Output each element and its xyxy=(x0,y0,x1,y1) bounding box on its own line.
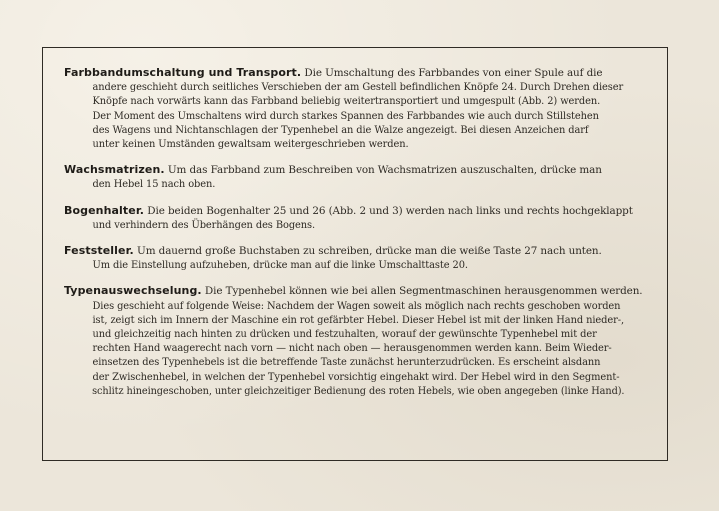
section-line: Knöpfe nach vorwärts kann das Farbband beliebig weitertransportiert und umgespult (Abb. 2) werden. xyxy=(92,95,601,108)
section-heading: Farbbandumschaltung und Transport. xyxy=(64,66,302,79)
section-line: unter keinen Umständen gewaltsam weitergeschrieben werden. xyxy=(92,138,409,151)
section-bogenhalter xyxy=(64,204,654,232)
section-line: Der Moment des Umschaltens wird durch starkes Spannen des Farbbandes wie auch durch Stillstehen xyxy=(92,109,599,122)
section-line: Die Typenhebel können wie bei allen Segmentmaschinen herausgenommen werden. xyxy=(204,285,643,298)
instruction-text xyxy=(64,66,654,398)
section-feststeller xyxy=(64,244,654,272)
section-line: Um das Farbband zum Beschreiben von Wachsmatrizen auszuschalten, drücke man xyxy=(167,164,602,177)
section-line: der Zwischenhebel, in welchen der Typenhebel vorsichtig eingehakt wird. Der Hebel wird in den Segment- xyxy=(92,370,620,383)
section-wachsmatrizen xyxy=(64,163,654,191)
section-heading: Bogenhalter. xyxy=(64,203,145,217)
section-heading: Feststeller. xyxy=(64,244,134,258)
section-line: Dies geschieht auf folgende Weise: Nachdem der Wagen soweit als möglich nach rechts geschoben worden xyxy=(92,299,621,312)
section-line: Die Umschaltung des Farbbandes von einer Spule auf die xyxy=(304,67,603,79)
section-line: Um dauernd große Buchstaben zu schreiben, drücke man die weiße Taste 27 nach unten. xyxy=(137,245,602,258)
section-heading: Wachsmatrizen. xyxy=(64,163,165,177)
section-line: Um die Einstellung aufzuheben, drücke man auf die linke Umschalttaste 20. xyxy=(92,259,468,272)
section-line: schlitz hineingeschoben, unter gleichzeitiger Bedienung des roten Hebels, wie oben angegeben (linke Hand). xyxy=(92,384,625,397)
section-line: rechten Hand waagerecht nach vorn — nicht nach oben — herausgenommen werden kann. Beim Wieder- xyxy=(92,342,612,355)
section-line: Die beiden Bogenhalter 25 und 26 (Abb. 2 und 3) werden nach links und rechts hochgeklappt xyxy=(147,204,633,217)
section-line: den Hebel 15 nach oben. xyxy=(92,178,216,191)
section-line: und gleichzeitig nach hinten zu drücken und festzuhalten, worauf der gewünschte Typenhebel mit der xyxy=(92,328,597,341)
section-line: einsetzen des Typenhebels ist die betreffende Taste zunächst herunterzudrücken. Es erscheint alsdann xyxy=(92,356,601,369)
section-line: andere geschieht durch seitliches Verschieben der am Gestell befindlichen Knöpfe 24. Durch Drehen dieser xyxy=(92,81,624,94)
section-typenauswechselung xyxy=(64,284,654,398)
section-line: und verhindern des Überhängen des Bogens. xyxy=(92,218,316,231)
section-heading: Typenauswechselung. xyxy=(64,284,202,298)
section-line: des Wagens und Nichtanschlagen der Typenhebel an die Walze angezeigt. Bei diesen Anzeichen darf xyxy=(92,123,589,136)
section-farbbandumschaltung xyxy=(64,66,654,151)
section-line: ist, zeigt sich im Innern der Maschine ein rot gefärbter Hebel. Dieser Hebel ist mit der linken Hand nieder-, xyxy=(92,313,625,326)
